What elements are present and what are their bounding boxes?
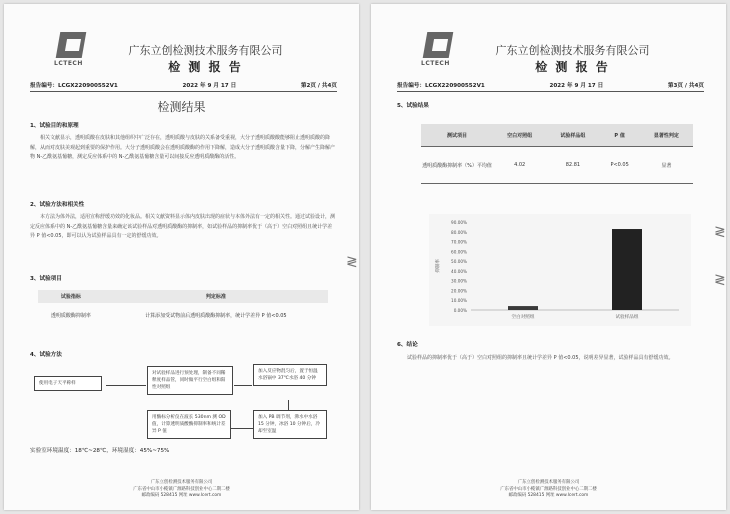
table-row xyxy=(38,303,328,327)
y-tick-label: 30.00% xyxy=(451,278,467,284)
bar xyxy=(612,229,642,310)
company-name: 广东立创检测技术服务有限公司 xyxy=(495,44,650,57)
y-tick-label: 60.00% xyxy=(451,249,467,255)
logo-text: LCTECH xyxy=(54,60,83,67)
report-number: 报告编号：LCGX220900552V1 xyxy=(30,83,118,89)
y-tick-label: 80.00% xyxy=(451,229,467,235)
table-cell: 透明质酸酶抑制率 xyxy=(50,312,91,319)
section-heading: 1、试验目的和原理 xyxy=(30,123,79,129)
table-cell: 显著 xyxy=(640,147,693,184)
report-date: 2022 年 9 月 17 日 xyxy=(549,83,604,89)
report-meta xyxy=(397,81,704,92)
report-title: 检 测 报 告 xyxy=(535,60,610,74)
section-heading: 3、试验项目 xyxy=(30,276,62,282)
y-tick-label: 10.00% xyxy=(451,298,467,304)
footer-line: 邮政编码 528415 网址 www.lcert.com xyxy=(141,493,222,498)
table-cell: 计算添加受试物前后透明质酸酶抑制率，统计学差异 P 值<0.05 xyxy=(145,312,287,319)
section-heading: 2、试验方法和相关性 xyxy=(30,202,85,208)
footer-line: 邮政编码 528415 网址 www.lcert.com xyxy=(508,493,589,498)
footer xyxy=(371,480,726,500)
y-tick-label: 70.00% xyxy=(451,239,467,245)
y-tick-label: 0.00% xyxy=(453,308,467,313)
flow-arrow xyxy=(288,400,289,410)
section-heading: 6、结论 xyxy=(397,342,418,348)
bar-chart xyxy=(429,214,691,326)
report-date: 2022 年 9 月 17 日 xyxy=(182,83,237,89)
y-tick-label: 50.00% xyxy=(451,259,467,265)
section-text: 本方法为体外法，适用宣称舒缓功效的化妆品。相关文献资料显示体内皮肤出现的症状与本体外法有一定的相关性。通过试验设计，测定反应体系中的 N-乙酰氨基葡糖含量来确定该试验样品对透明质酸酶的抑制率，如试验样品的抑制率优于（高于）空白对照组且统计学差异 P 值<0.05，即可以认为试验样品具有一定的舒缓功效。 xyxy=(30,214,336,239)
logo-text: LCTECH xyxy=(421,60,450,67)
section-text: 相关文献显示，透明质酸在皮肤和其他组织中广泛存在，透明质酸与皮肤的关系备受重视，大分子透明质酸酸能够阻止透明质酸的降解，从而对皮肤美观起到重要的保护作用。大分子透明质酸会在透明质酸酶的作用下降解，造成大分子透明质酸含量下降，分解产生降解产物 N-乙酰氨基葡糖，测定反应体系中的 N-乙酰氨基葡糖含量可以间接反应透明质酸酶的活性。 xyxy=(30,135,336,160)
table-header: 判定标准 xyxy=(104,290,328,303)
bar xyxy=(508,306,538,310)
footer-line: 广东立创检测技术服务有限公司 xyxy=(150,480,213,485)
table-header: 空白对照组 xyxy=(493,124,546,147)
flow-arrow xyxy=(234,385,252,386)
section-heading: 5、试验结果 xyxy=(397,103,429,109)
flow-step: 对试验样品进行预处理，制备不同稀释度样品管，同时做平行空白组和阳性对照组 xyxy=(147,366,233,395)
results-table xyxy=(421,124,693,184)
page-edge-mark: ≷ xyxy=(714,224,726,240)
table-cell: P<0.05 xyxy=(600,147,640,184)
environment-note: 实验室环境温度：18℃~28℃，环境湿度：45%~75% xyxy=(30,448,170,454)
y-tick-label: 20.00% xyxy=(451,288,467,294)
report-page-2 xyxy=(4,4,359,510)
footer-line: 广东省中山市小榄镇广源路科技创业中心二期二楼 xyxy=(500,486,597,492)
report-meta xyxy=(30,81,337,92)
table-cell: 4.02 xyxy=(493,147,546,184)
x-tick-label: 试验样品组 xyxy=(615,315,639,320)
flow-arrow xyxy=(106,385,146,386)
page-edge-mark: ≷ xyxy=(346,254,358,270)
footer-line: 广东立创检测技术服务有限公司 xyxy=(517,480,580,485)
inhibition-chart xyxy=(429,214,691,326)
report-page-3 xyxy=(371,4,726,510)
results-heading: 检测结果 xyxy=(157,100,206,114)
y-tick-label: 40.00% xyxy=(451,268,467,274)
flow-step: 使用电子天平称样 xyxy=(34,376,102,391)
company-name: 广东立创检测技术服务有限公司 xyxy=(128,44,283,57)
flow-arrow xyxy=(229,428,253,429)
table-header: 试验指标 xyxy=(38,290,104,303)
table-cell: 82.81 xyxy=(546,147,599,184)
test-items-table xyxy=(38,290,328,327)
y-axis-label: 抑制率 xyxy=(436,259,441,273)
table-row xyxy=(421,147,693,184)
table-header: 测试项目 xyxy=(421,124,493,147)
report-title: 检 测 报 告 xyxy=(168,60,243,74)
x-tick-label: 空白对照组 xyxy=(511,315,535,320)
y-tick-label: 90.00% xyxy=(451,220,467,225)
flow-step: 加入 PB 调节剂，沸水中水浴 15 分钟，冰浴 10 分钟后，冷却至室温 xyxy=(253,410,327,439)
section-text: 试验样品的抑制率优于（高于）空白对照组的抑制率且统计学差异 P 值<0.05，说明差异显著，试验样品具有舒缓功效。 xyxy=(407,355,674,361)
table-header: P 值 xyxy=(600,124,640,147)
table-header: 显著性判定 xyxy=(640,124,693,147)
report-number: 报告编号：LCGX220900552V1 xyxy=(397,83,485,89)
footer xyxy=(4,480,359,500)
table-header: 试验样品组 xyxy=(546,124,599,147)
section-heading: 4、试验方法 xyxy=(30,352,62,358)
table-cell: 透明质酸酶抑制率（%）平均值 xyxy=(421,147,493,184)
footer-line: 广东省中山市小榄镇广源路科技创业中心二期二楼 xyxy=(133,486,230,492)
flow-step: 用酶标分析仪在波长 530nm 测 OD 值，计算透明质酸酶抑制率和统计差异 P 值 xyxy=(147,410,231,439)
page-edge-mark: ≷ xyxy=(714,272,726,288)
page-number: 第3页 / 共4页 xyxy=(667,83,704,89)
flow-step: 加入反应物混匀后，置于恒温水浴锅中 37℃水浴 40 分钟 xyxy=(253,364,327,386)
page-number: 第2页 / 共4页 xyxy=(300,83,337,89)
